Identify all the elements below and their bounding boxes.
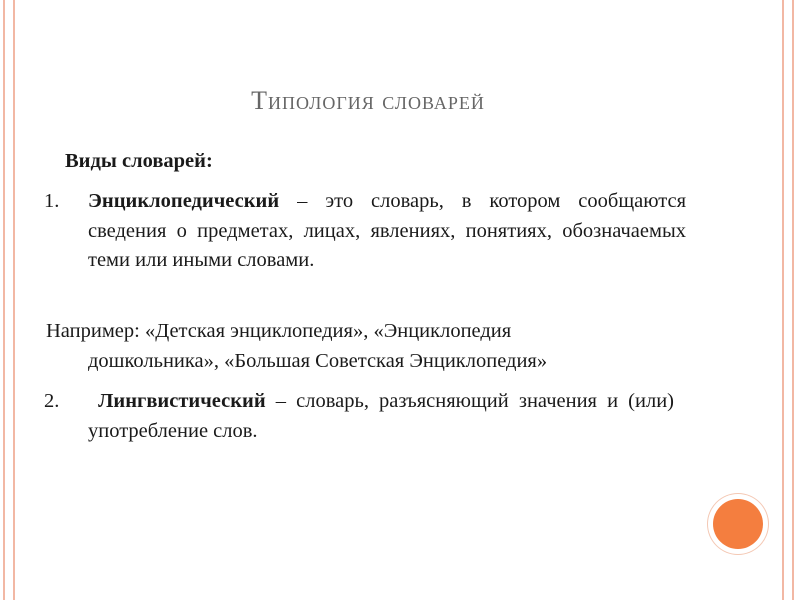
- accent-circle: [713, 499, 763, 549]
- list-item-encyclopedic: [88, 187, 686, 276]
- example-line-2: дошкольника», «Большая Советская Энциклопедия»: [88, 349, 548, 372]
- definition-linguistic: – словарь, разъясняющий значения и (или) употребление слов.: [88, 390, 674, 442]
- slide-title: Типология словарей: [251, 86, 485, 115]
- list-item-number: 1.: [44, 190, 60, 212]
- section-heading: Виды словарей:: [65, 150, 213, 172]
- term-linguistic: Лингвистический: [98, 390, 266, 412]
- definition-encyclopedic: – это словарь, в котором сообщаются сведения о предметах, лицах, явлениях, понятиях, обозначаемых теми или иными словами.: [88, 190, 686, 271]
- frame-line-right-outer: [792, 0, 794, 600]
- term-encyclopedic: Энциклопедический: [88, 190, 280, 212]
- list-item-number: 2.: [44, 390, 60, 412]
- frame-line-right-inner: [782, 0, 784, 600]
- example-paragraph: [46, 317, 686, 376]
- list-item-linguistic: [88, 387, 674, 446]
- example-line-1: Например: «Детская энциклопедия», «Энциклопедия: [46, 320, 512, 342]
